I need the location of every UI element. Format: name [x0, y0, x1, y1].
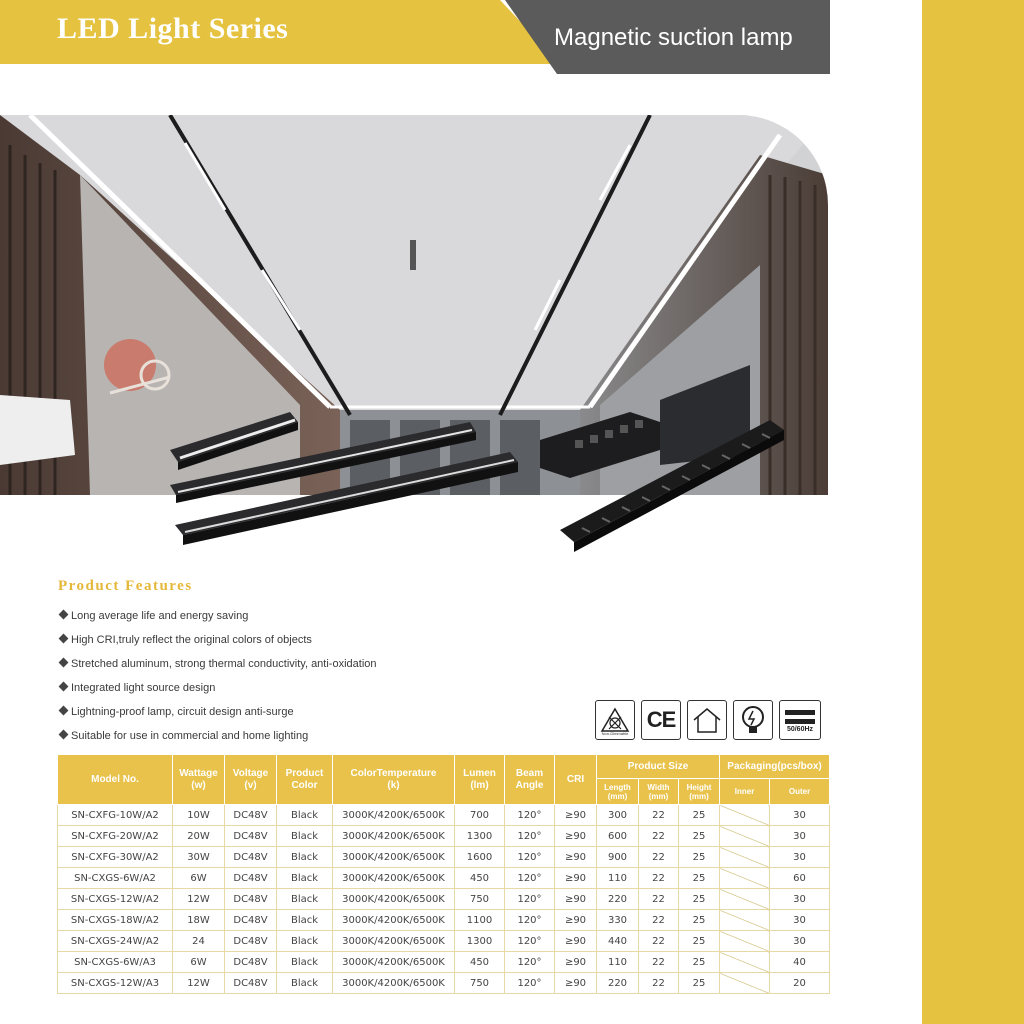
cell-cri: ≥90 [555, 931, 597, 952]
cell-width: 22 [639, 952, 679, 973]
cell-width: 22 [639, 847, 679, 868]
cell-width: 22 [639, 889, 679, 910]
cell-height: 25 [679, 868, 720, 889]
cell-voltage: DC48V [225, 952, 277, 973]
table-row [58, 868, 830, 889]
table-row [58, 889, 830, 910]
feature-item: Integrated light source design [58, 680, 377, 704]
cell-cri: ≥90 [555, 910, 597, 931]
cell-outer: 20 [770, 973, 830, 994]
cell-height: 25 [679, 805, 720, 826]
cell-cct: 3000K/4200K/6500K [333, 973, 455, 994]
certification-icons [595, 700, 821, 740]
bar-icon [785, 710, 815, 715]
feature-item: Stretched aluminum, strong thermal conductivity, anti-oxidation [58, 656, 377, 680]
cell-height: 25 [679, 826, 720, 847]
col-header-length: Length (mm) [597, 779, 639, 805]
cell-height: 25 [679, 931, 720, 952]
cell-inner [720, 805, 770, 826]
cell-height: 25 [679, 952, 720, 973]
cell-wattage: 12W [173, 973, 225, 994]
cell-voltage: DC48V [225, 868, 277, 889]
cell-inner [720, 910, 770, 931]
cell-outer: 30 [770, 931, 830, 952]
cell-model: SN-CXGS-18W/A2 [58, 910, 173, 931]
table-row [58, 847, 830, 868]
cell-inner [720, 973, 770, 994]
cell-width: 22 [639, 826, 679, 847]
col-header-width: Width (mm) [639, 779, 679, 805]
cell-color: Black [277, 847, 333, 868]
cell-lumen: 750 [455, 889, 505, 910]
cell-lumen: 700 [455, 805, 505, 826]
cell-length: 900 [597, 847, 639, 868]
cell-lumen: 750 [455, 973, 505, 994]
feature-item: Suitable for use in commercial and home lighting [58, 728, 377, 752]
cell-wattage: 18W [173, 910, 225, 931]
cell-cri: ≥90 [555, 805, 597, 826]
table-row [58, 973, 830, 994]
feature-item: High CRI,truly reflect the original colors of objects [58, 632, 377, 656]
col-header-voltage: Voltage (v) [225, 755, 277, 805]
feature-item: Long average life and energy saving [58, 608, 377, 632]
cell-length: 220 [597, 973, 639, 994]
cell-cct: 3000K/4200K/6500K [333, 889, 455, 910]
cell-height: 25 [679, 910, 720, 931]
col-header-inner: Inner [720, 779, 770, 805]
page-subtitle: Magnetic suction lamp [554, 24, 793, 51]
col-header-packaging: Packaging(pcs/box) [720, 755, 830, 779]
col-header-size: Product Size [597, 755, 720, 779]
cell-voltage: DC48V [225, 847, 277, 868]
side-accent-bar [922, 0, 1024, 1024]
cell-voltage: DC48V [225, 889, 277, 910]
cell-cri: ≥90 [555, 847, 597, 868]
cell-model: SN-CXGS-24W/A2 [58, 931, 173, 952]
cell-voltage: DC48V [225, 931, 277, 952]
cell-beam: 120° [505, 826, 555, 847]
cell-lumen: 450 [455, 952, 505, 973]
cell-height: 25 [679, 889, 720, 910]
cell-model: SN-CXFG-30W/A2 [58, 847, 173, 868]
cell-cri: ≥90 [555, 973, 597, 994]
cell-height: 25 [679, 973, 720, 994]
cell-voltage: DC48V [225, 910, 277, 931]
cell-voltage: DC48V [225, 826, 277, 847]
non-dimmable-icon: Non-Dimmable [595, 700, 635, 740]
diamond-bullet-icon [59, 658, 69, 668]
cell-length: 440 [597, 931, 639, 952]
cell-lumen: 450 [455, 868, 505, 889]
cell-inner [720, 868, 770, 889]
cell-color: Black [277, 952, 333, 973]
cell-model: SN-CXFG-10W/A2 [58, 805, 173, 826]
table-row [58, 826, 830, 847]
cell-lumen: 1600 [455, 847, 505, 868]
cell-color: Black [277, 805, 333, 826]
cell-outer: 30 [770, 910, 830, 931]
spec-table-body [58, 805, 830, 994]
cell-outer: 40 [770, 952, 830, 973]
cell-lumen: 1300 [455, 931, 505, 952]
cell-beam: 120° [505, 952, 555, 973]
cell-beam: 120° [505, 868, 555, 889]
table-row [58, 910, 830, 931]
cell-length: 330 [597, 910, 639, 931]
cell-cct: 3000K/4200K/6500K [333, 805, 455, 826]
cell-width: 22 [639, 868, 679, 889]
table-row [58, 805, 830, 826]
cell-width: 22 [639, 931, 679, 952]
features-list [58, 608, 377, 752]
cell-outer: 30 [770, 805, 830, 826]
cell-cri: ≥90 [555, 952, 597, 973]
page-title: LED Light Series [57, 12, 289, 45]
cell-wattage: 20W [173, 826, 225, 847]
col-header-cri: CRI [555, 755, 597, 805]
cell-wattage: 10W [173, 805, 225, 826]
diamond-bullet-icon [59, 634, 69, 644]
col-header-outer: Outer [770, 779, 830, 805]
col-header-model: Model No. [58, 755, 173, 805]
cell-wattage: 6W [173, 868, 225, 889]
cell-cct: 3000K/4200K/6500K [333, 868, 455, 889]
cell-model: SN-CXFG-20W/A2 [58, 826, 173, 847]
cell-color: Black [277, 973, 333, 994]
cell-wattage: 30W [173, 847, 225, 868]
cell-width: 22 [639, 805, 679, 826]
cell-cri: ≥90 [555, 826, 597, 847]
cell-cct: 3000K/4200K/6500K [333, 910, 455, 931]
cell-voltage: DC48V [225, 973, 277, 994]
cell-length: 110 [597, 952, 639, 973]
cell-model: SN-CXGS-12W/A3 [58, 973, 173, 994]
cell-outer: 30 [770, 826, 830, 847]
feature-item: Lightning-proof lamp, circuit design anti-surge [58, 704, 377, 728]
diamond-bullet-icon [59, 610, 69, 620]
cell-lumen: 1100 [455, 910, 505, 931]
cell-color: Black [277, 889, 333, 910]
cell-length: 600 [597, 826, 639, 847]
cell-height: 25 [679, 847, 720, 868]
table-row [58, 952, 830, 973]
col-header-beam: Beam Angle [505, 755, 555, 805]
cell-length: 220 [597, 889, 639, 910]
cell-cct: 3000K/4200K/6500K [333, 952, 455, 973]
cell-beam: 120° [505, 847, 555, 868]
cell-outer: 30 [770, 889, 830, 910]
cell-cct: 3000K/4200K/6500K [333, 931, 455, 952]
cell-beam: 120° [505, 910, 555, 931]
col-header-color: Product Color [277, 755, 333, 805]
cell-outer: 30 [770, 847, 830, 868]
product-fixtures-image [150, 400, 850, 560]
cell-inner [720, 952, 770, 973]
cell-color: Black [277, 910, 333, 931]
diamond-bullet-icon [59, 682, 69, 692]
ce-icon: CE [641, 700, 681, 740]
cell-cct: 3000K/4200K/6500K [333, 847, 455, 868]
cell-lumen: 1300 [455, 826, 505, 847]
cell-inner [720, 889, 770, 910]
cell-model: SN-CXGS-6W/A3 [58, 952, 173, 973]
table-row [58, 931, 830, 952]
cell-wattage: 24 [173, 931, 225, 952]
spec-table [57, 754, 830, 994]
col-header-wattage: Wattage (w) [173, 755, 225, 805]
cell-length: 110 [597, 868, 639, 889]
bar-icon [785, 719, 815, 724]
cell-beam: 120° [505, 805, 555, 826]
cell-beam: 120° [505, 889, 555, 910]
cell-beam: 120° [505, 973, 555, 994]
diamond-bullet-icon [59, 706, 69, 716]
cell-voltage: DC48V [225, 805, 277, 826]
frequency-icon: 50/60Hz [779, 700, 821, 740]
cell-inner [720, 931, 770, 952]
col-header-lumen: Lumen (lm) [455, 755, 505, 805]
cell-width: 22 [639, 910, 679, 931]
cell-color: Black [277, 826, 333, 847]
cell-model: SN-CXGS-6W/A2 [58, 868, 173, 889]
cell-inner [720, 847, 770, 868]
cell-color: Black [277, 931, 333, 952]
col-header-height: Height (mm) [679, 779, 720, 805]
cell-wattage: 6W [173, 952, 225, 973]
cell-model: SN-CXGS-12W/A2 [58, 889, 173, 910]
cell-outer: 60 [770, 868, 830, 889]
cell-inner [720, 826, 770, 847]
features-title: Product Features [58, 578, 193, 594]
cell-beam: 120° [505, 931, 555, 952]
cell-cri: ≥90 [555, 889, 597, 910]
diamond-bullet-icon [59, 730, 69, 740]
col-header-cct: ColorTemperature (k) [333, 755, 455, 805]
cell-width: 22 [639, 973, 679, 994]
cell-length: 300 [597, 805, 639, 826]
energy-bulb-icon [733, 700, 773, 740]
house-icon [687, 700, 727, 740]
cell-wattage: 12W [173, 889, 225, 910]
cell-color: Black [277, 868, 333, 889]
cell-cri: ≥90 [555, 868, 597, 889]
cell-cct: 3000K/4200K/6500K [333, 826, 455, 847]
